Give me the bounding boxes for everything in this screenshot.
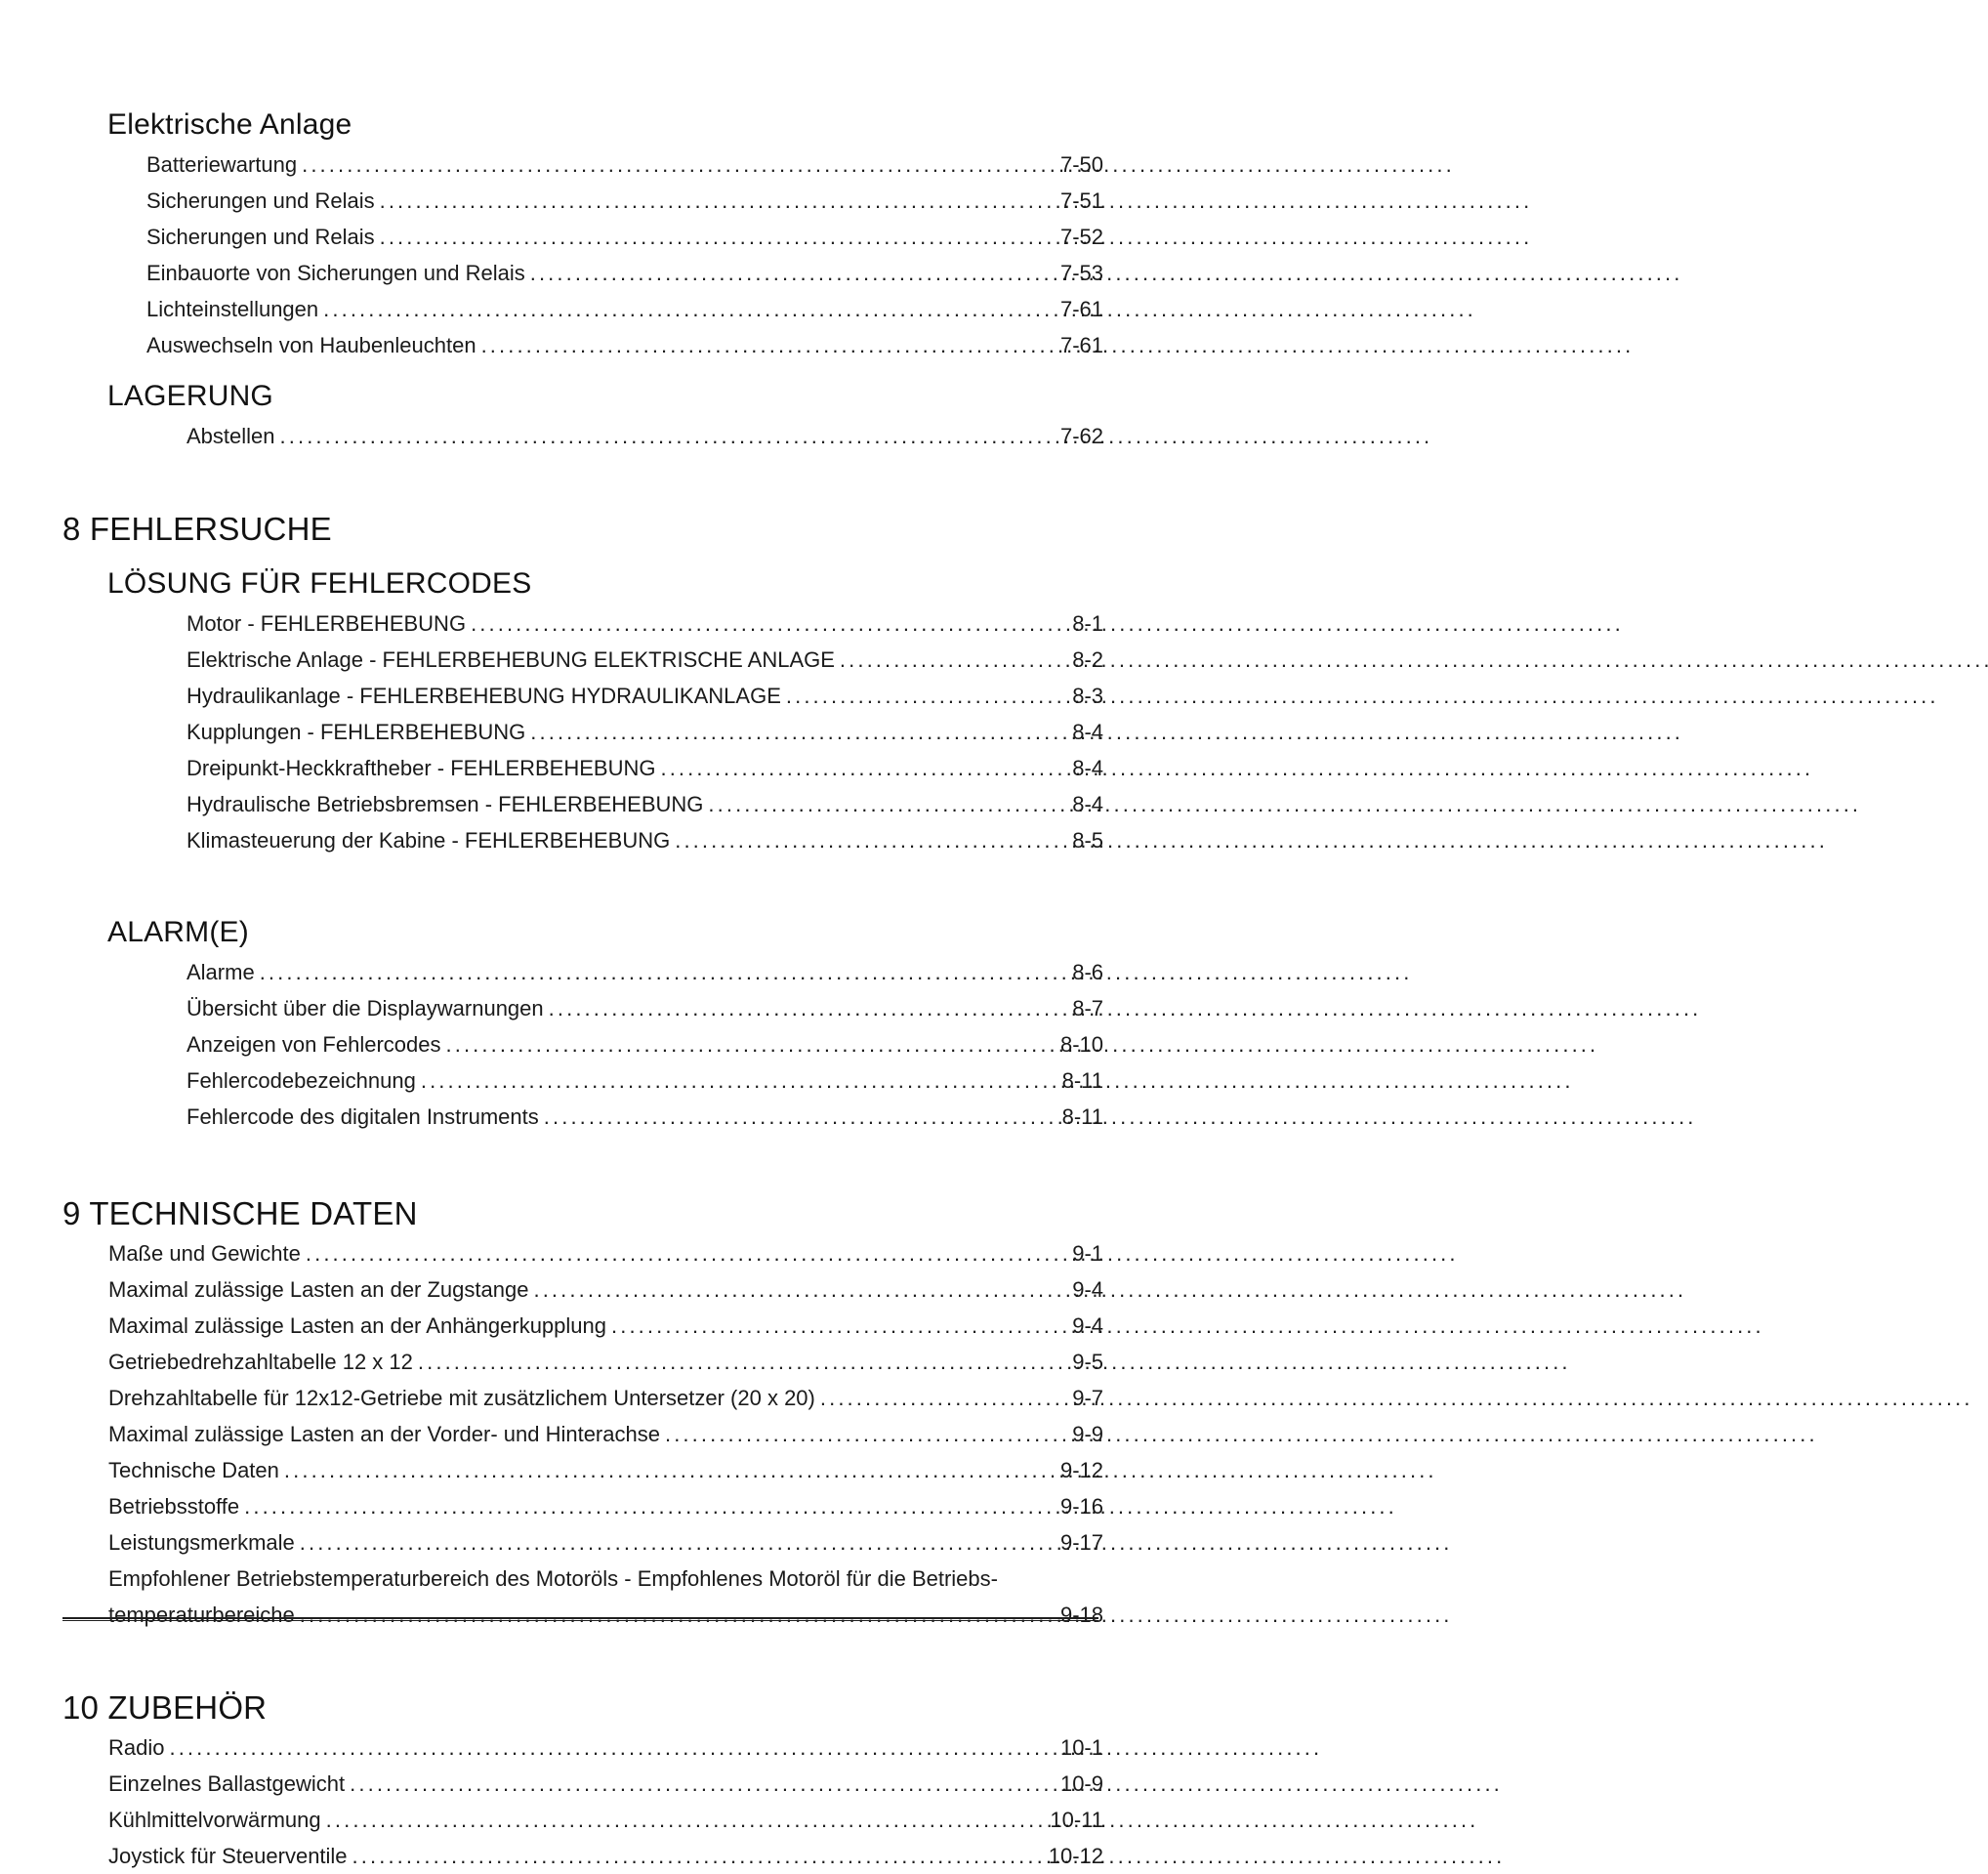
dot-leader bbox=[533, 1271, 1065, 1308]
toc-entry bbox=[186, 786, 1103, 822]
toc-entry-page: 8-4 bbox=[1072, 719, 1103, 744]
dot-leader bbox=[352, 1838, 1042, 1874]
toc-entry-label: Betriebsstoffe bbox=[108, 1493, 240, 1519]
toc-entry-label: Maximal zulässige Lasten an der Anhängerkupplung bbox=[108, 1312, 606, 1338]
toc-entry-page: 9-1 bbox=[1072, 1240, 1103, 1266]
dot-leader bbox=[675, 822, 1065, 858]
toc-entry bbox=[186, 1026, 1103, 1062]
dot-leader bbox=[544, 1099, 1056, 1135]
toc-entry-label: Elektrische Anlage - FEHLERBEHEBUNG ELEKTRISCHE ANLAGE bbox=[186, 646, 835, 672]
dot-leader bbox=[530, 714, 1065, 750]
toc-entry-label: Sicherungen und Relais bbox=[146, 188, 375, 213]
toc-entry bbox=[108, 1344, 1103, 1380]
dot-leader bbox=[446, 1026, 1054, 1062]
toc-entry bbox=[186, 822, 1103, 858]
dot-leader bbox=[840, 642, 1065, 678]
toc-entry-label: Drehzahltabelle für 12x12-Getriebe mit zusätzlichem Untersetzer (20 x 20) bbox=[108, 1385, 815, 1410]
toc-entry bbox=[108, 1380, 1103, 1416]
dot-leader bbox=[244, 1488, 1054, 1524]
toc-entry bbox=[186, 954, 1103, 990]
toc-entry bbox=[108, 1416, 1103, 1452]
toc-entry bbox=[146, 146, 1103, 183]
dot-leader bbox=[380, 219, 1054, 255]
toc-entry-page: 10-12 bbox=[1048, 1843, 1103, 1868]
toc-entry-label: Anzeigen von Fehlercodes bbox=[186, 1031, 441, 1057]
toc-entry-label: Übersicht über die Displaywarnungen bbox=[186, 995, 544, 1020]
dot-leader bbox=[708, 786, 1065, 822]
toc-entry-label: Technische Daten bbox=[108, 1457, 279, 1482]
toc bbox=[62, 105, 1103, 1874]
dot-leader bbox=[820, 1380, 1065, 1416]
section-heading: LÖSUNG FÜR FEHLERCODES bbox=[107, 566, 532, 600]
dot-leader bbox=[611, 1308, 1065, 1344]
toc-entry-page: 8-4 bbox=[1072, 755, 1103, 780]
toc-entry bbox=[186, 1099, 1103, 1135]
toc-entry-label: Maximal zulässige Lasten an der Vorder- und Hinterachse bbox=[108, 1421, 660, 1446]
toc-entry-page: 9-17 bbox=[1059, 1529, 1103, 1555]
toc-entry bbox=[146, 219, 1103, 255]
toc-entry-page: 9-16 bbox=[1059, 1493, 1103, 1519]
toc-entry bbox=[108, 1308, 1103, 1344]
toc-entry-page: 9-7 bbox=[1072, 1385, 1103, 1410]
toc-entry-label: Batteriewartung bbox=[146, 152, 298, 177]
dot-leader bbox=[350, 1766, 1054, 1802]
toc-entry bbox=[108, 1729, 1103, 1766]
chapter-heading: 9 TECHNISCHE DATEN bbox=[62, 1194, 418, 1231]
toc-entry bbox=[146, 291, 1103, 327]
toc-entry-page: 7-50 bbox=[1059, 152, 1103, 177]
toc-entry-label: Kupplungen - FEHLERBEHEBUNG bbox=[186, 719, 526, 744]
toc-entry-page: 9-18 bbox=[1059, 1602, 1103, 1627]
dot-leader bbox=[549, 990, 1066, 1026]
footer-rule bbox=[62, 1617, 1098, 1621]
toc-entry bbox=[108, 1452, 1103, 1488]
toc-entry-page: 8-11 bbox=[1061, 1104, 1103, 1129]
toc-entry bbox=[108, 1838, 1103, 1874]
toc-entry-page: 10-11 bbox=[1050, 1807, 1103, 1832]
toc-entry-label: Einzelnes Ballastgewicht bbox=[108, 1770, 346, 1796]
dot-leader bbox=[300, 1524, 1054, 1561]
toc-entry bbox=[186, 642, 1103, 678]
dot-leader bbox=[660, 750, 1065, 786]
dot-leader bbox=[418, 1344, 1065, 1380]
toc-entry bbox=[108, 1597, 1103, 1633]
toc-entry bbox=[108, 1561, 1103, 1597]
toc-entry-label: Kühlmittelvorwärmung bbox=[108, 1807, 321, 1832]
toc-entry-page: 10-1 bbox=[1059, 1734, 1103, 1760]
toc-entry-page: 8-7 bbox=[1072, 995, 1103, 1020]
toc-entry-page: 8-10 bbox=[1059, 1031, 1103, 1057]
toc-entry bbox=[108, 1524, 1103, 1561]
toc-entry-label: Fehlercode des digitalen Instruments bbox=[186, 1104, 539, 1129]
dot-leader bbox=[471, 605, 1065, 642]
toc-entry-label: Abstellen bbox=[186, 424, 275, 448]
toc-entry-label: Auswechseln von Haubenleuchten bbox=[146, 333, 476, 357]
dot-leader bbox=[260, 954, 1066, 990]
dot-leader bbox=[380, 183, 1054, 219]
dot-leader bbox=[284, 1452, 1054, 1488]
toc-entry-page: 7-61 bbox=[1059, 333, 1103, 357]
toc-entry bbox=[108, 1235, 1103, 1271]
toc-entry-label: Dreipunkt-Heckkraftheber - FEHLERBEHEBUNG bbox=[186, 755, 656, 780]
toc-entry bbox=[146, 183, 1103, 219]
section-heading: ALARM(E) bbox=[107, 915, 249, 948]
dot-leader bbox=[665, 1416, 1065, 1452]
toc-entry-page: 8-1 bbox=[1072, 610, 1103, 636]
toc-entry-label: Klimasteuerung der Kabine - FEHLERBEHEBUNG bbox=[186, 827, 671, 853]
toc-entry bbox=[108, 1802, 1103, 1838]
toc-entry-page: 9-4 bbox=[1072, 1276, 1103, 1302]
toc-entry-page: 9-9 bbox=[1072, 1421, 1103, 1446]
toc-entry-label: Getriebedrehzahltabelle 12 x 12 bbox=[108, 1349, 413, 1374]
dot-leader bbox=[421, 1062, 1056, 1099]
toc-entry-label: Lichteinstellungen bbox=[146, 297, 319, 321]
chapter-heading: 10 ZUBEHÖR bbox=[62, 1688, 268, 1726]
toc-entry-page: 9-5 bbox=[1072, 1349, 1103, 1374]
toc-entry bbox=[108, 1488, 1103, 1524]
toc-entry-label: Hydraulikanlage - FEHLERBEHEBUNG HYDRAULIKANLAGE bbox=[186, 683, 781, 708]
toc-entry-label: Radio bbox=[108, 1734, 165, 1760]
toc-entry-label: Empfohlener Betriebstemperaturbereich des Motoröls - Empfohlenes Motoröl für die Betriebs- bbox=[108, 1565, 998, 1591]
section-heading: Elektrische Anlage bbox=[107, 108, 352, 141]
toc-entry-label: Joystick für Steuerventile bbox=[108, 1843, 348, 1868]
toc-entry-label: Alarme bbox=[186, 959, 255, 984]
toc-entry-page: 8-4 bbox=[1072, 791, 1103, 816]
toc-entry-page: 8-6 bbox=[1072, 959, 1103, 984]
section-heading: LAGERUNG bbox=[107, 380, 273, 412]
chapter-heading: 8 FEHLERSUCHE bbox=[62, 511, 332, 547]
toc-entry-label: Einbauorte von Sicherungen und Relais bbox=[146, 261, 525, 285]
toc-entry-label: temperaturbereiche bbox=[108, 1602, 295, 1627]
toc-entry-label: Fehlercodebezeichnung bbox=[186, 1067, 416, 1093]
toc-entry bbox=[146, 255, 1103, 291]
toc-entry bbox=[186, 990, 1103, 1026]
toc-entry-page: 7-62 bbox=[1059, 424, 1103, 448]
dot-leader bbox=[481, 327, 1054, 363]
toc-entry-page: 10-9 bbox=[1059, 1770, 1103, 1796]
toc-entry-label: Sicherungen und Relais bbox=[146, 225, 375, 249]
toc-entry bbox=[186, 750, 1103, 786]
dot-leader bbox=[306, 1235, 1065, 1271]
toc-entry-label: Maße und Gewichte bbox=[108, 1240, 301, 1266]
toc-entry-page: 7-52 bbox=[1059, 225, 1103, 249]
toc-entry bbox=[186, 605, 1103, 642]
toc-entry bbox=[186, 418, 1103, 454]
toc-entry-page: 8-5 bbox=[1072, 827, 1103, 853]
dot-leader bbox=[169, 1729, 1053, 1766]
toc-entry-label: Leistungsmerkmale bbox=[108, 1529, 295, 1555]
toc-entry bbox=[108, 1271, 1103, 1308]
toc-entry-page: 8-2 bbox=[1072, 646, 1103, 672]
dot-leader bbox=[280, 418, 1054, 454]
toc-entry-label: Maximal zulässige Lasten an der Zugstange bbox=[108, 1276, 529, 1302]
toc-entry-page: 7-51 bbox=[1059, 188, 1103, 213]
toc-entry bbox=[108, 1766, 1103, 1802]
toc-entry bbox=[186, 678, 1103, 714]
dot-leader bbox=[786, 678, 1065, 714]
toc-entry-page: 7-53 bbox=[1059, 261, 1103, 285]
dot-leader bbox=[323, 291, 1054, 327]
toc-entry-page: 9-4 bbox=[1072, 1312, 1103, 1338]
toc-entry-page: 8-3 bbox=[1072, 683, 1103, 708]
toc-entry bbox=[146, 327, 1103, 363]
toc-entry-page: 7-61 bbox=[1059, 297, 1103, 321]
toc-entry-page: 9-12 bbox=[1059, 1457, 1103, 1482]
toc-entry bbox=[186, 714, 1103, 750]
toc-entry bbox=[186, 1062, 1103, 1099]
dot-leader bbox=[302, 146, 1054, 183]
toc-entry-page: 8-11 bbox=[1061, 1067, 1103, 1093]
toc-entry-label: Hydraulische Betriebsbremsen - FEHLERBEHEBUNG bbox=[186, 791, 704, 816]
dot-leader bbox=[326, 1802, 1044, 1838]
toc-entry-label: Motor - FEHLERBEHEBUNG bbox=[186, 610, 467, 636]
dot-leader bbox=[530, 255, 1054, 291]
dot-leader bbox=[300, 1597, 1054, 1633]
